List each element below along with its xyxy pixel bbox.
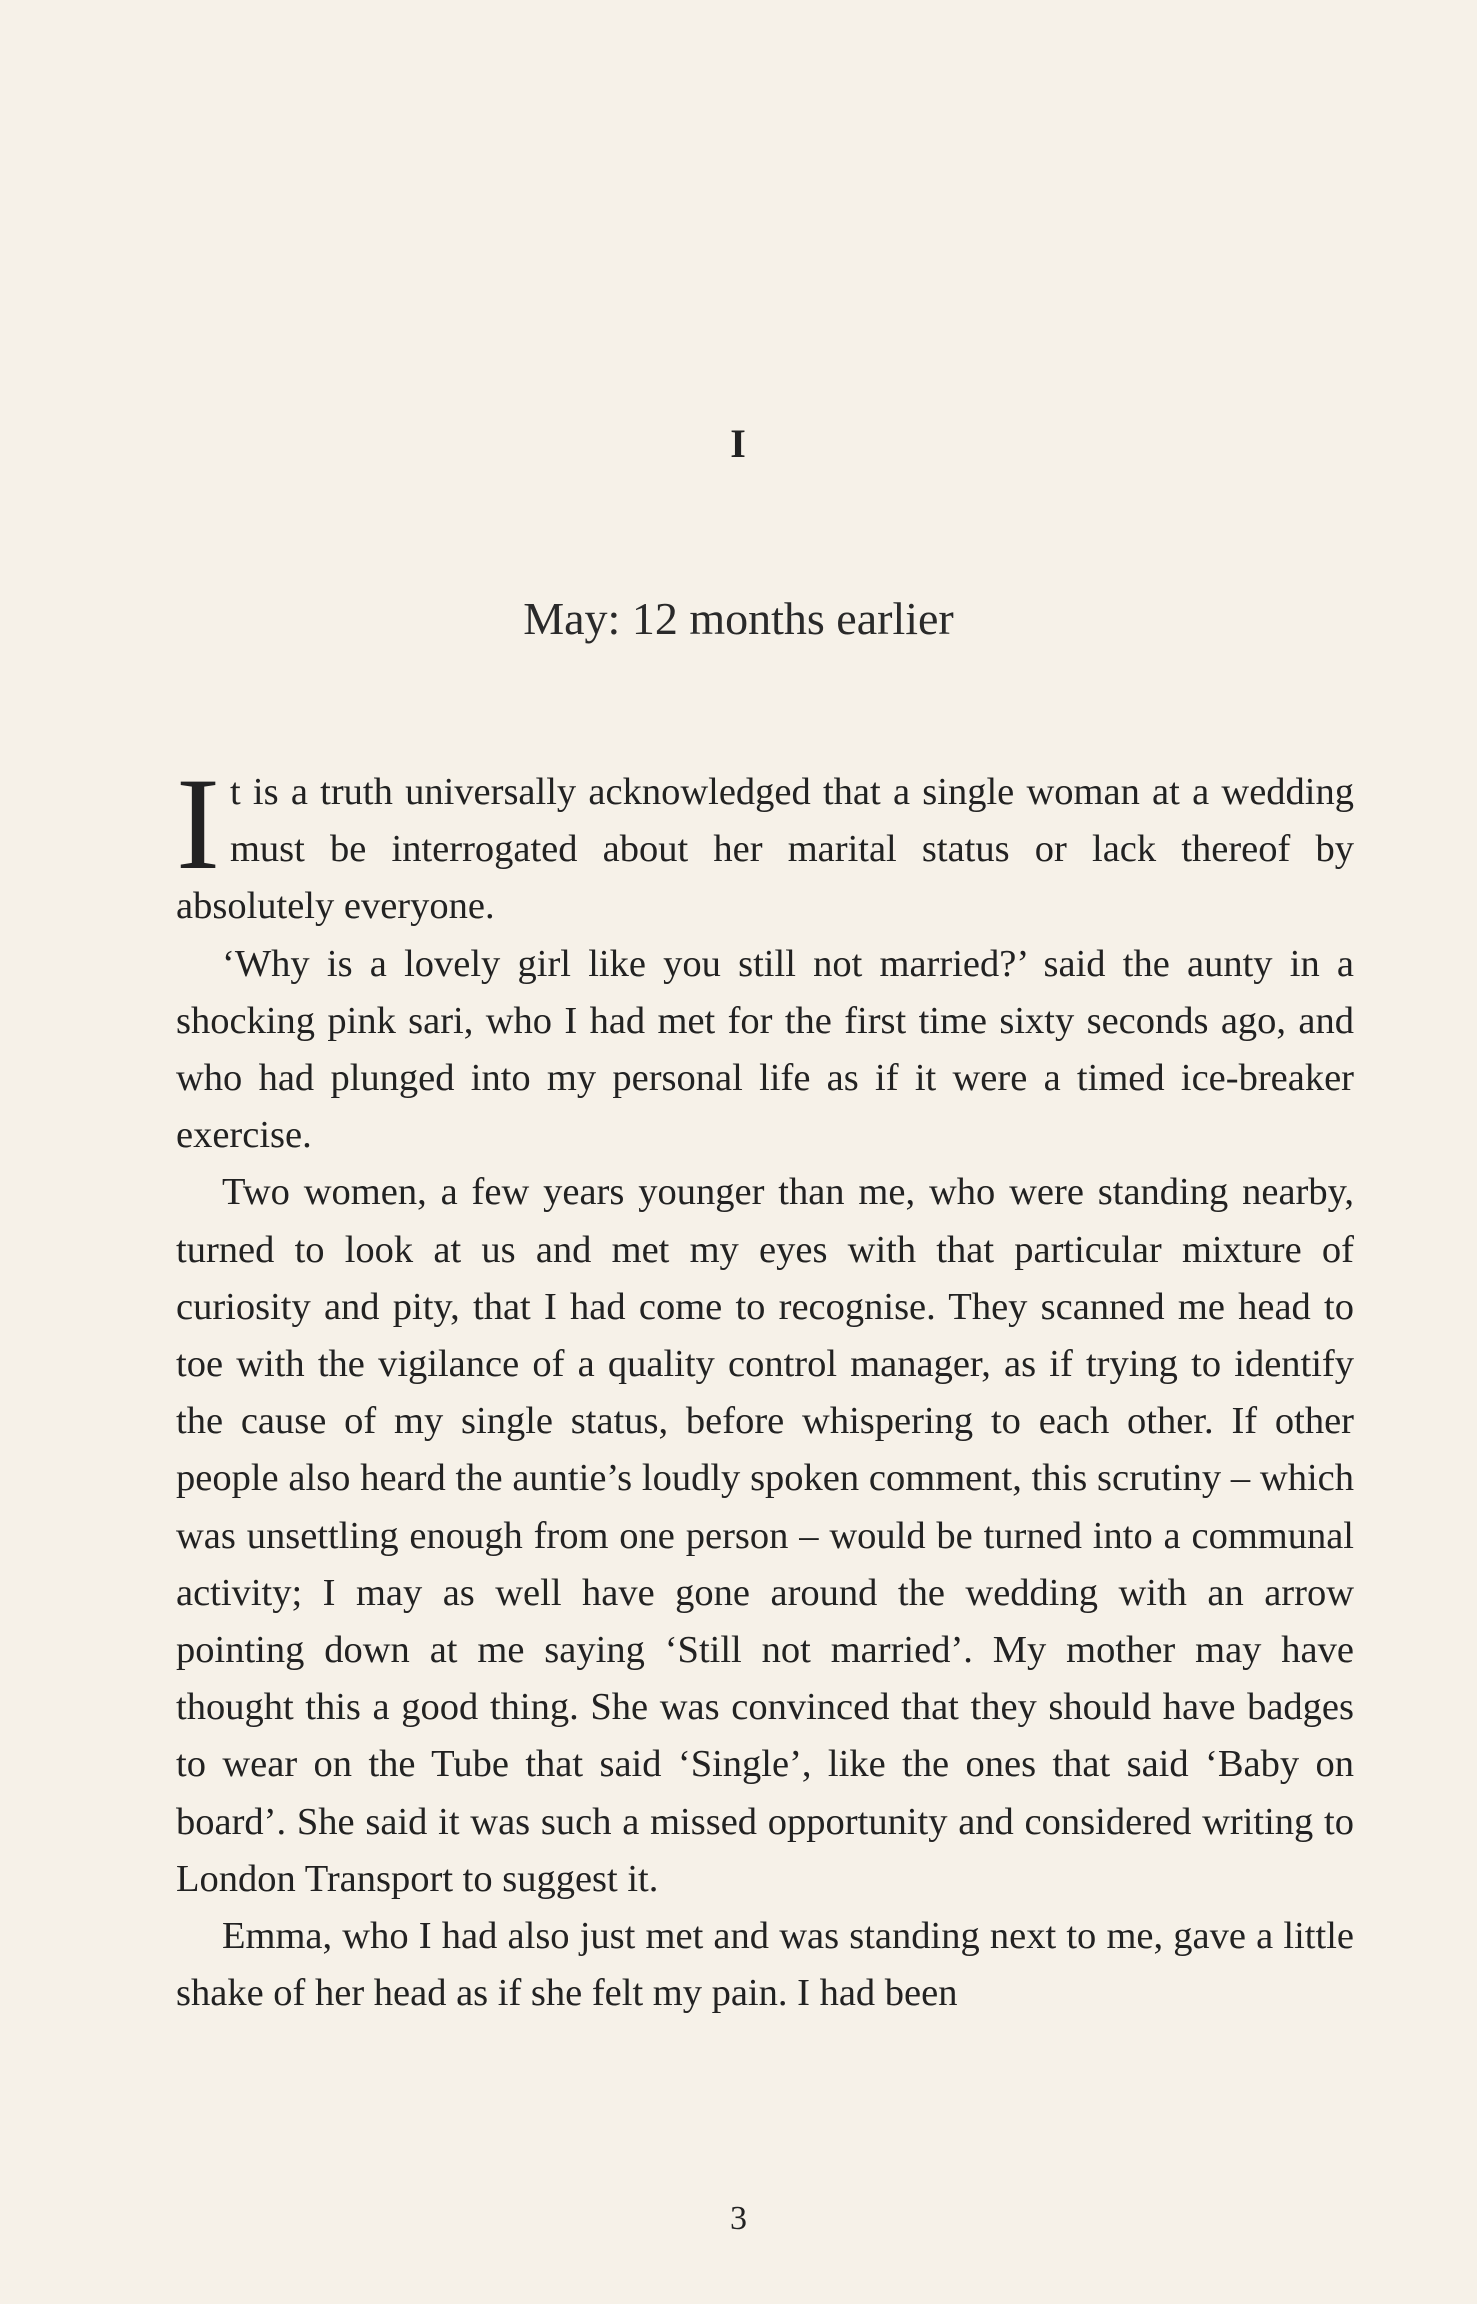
paragraph-2: ‘Why is a lovely girl like you still not married?’ said the aunty in a shocking pink sari, who I had met for the first time sixty seconds ago, and who had plunged into my personal life as if it were a timed ice-breaker exercise.	[176, 942, 1354, 1157]
paragraph-4: Emma, who I had also just met and was standing next to me, gave a little shake of her head as if she felt my pain. I had been	[176, 1915, 1354, 2015]
chapter-body	[176, 750, 1354, 2022]
chapter-number: I	[730, 421, 747, 466]
page-number: 3	[730, 2200, 747, 2237]
chapter-title: May: 12 months earlier	[523, 593, 954, 644]
paragraph-1-text: t is a truth universally acknowledged that a single woman at a wedding must be interrogated about her marital status or lack thereof by absolutely everyone.	[176, 771, 1354, 928]
paragraph-1	[176, 750, 1354, 936]
drop-cap: I	[176, 750, 220, 897]
paragraph-3: Two women, a few years younger than me, who were standing nearby, turned to look at us and met my eyes with that particular mixture of curiosity and pity, that I had come to recognise. They scanned me head to toe with the vigilance of a quality control manager, as if trying to identify the cause of my single status, before whispering to each other. If other people also heard the auntie’s loudly spoken comment, this scrutiny – which was unsettling enough from one person – would be turned into a communal activity; I may as well have gone around the wedding with an arrow pointing down at me saying ‘Still not married’. My mother may have thought this a good thing. She was convinced that they should have badges to wear on the Tube that said ‘Single’, like the ones that said ‘Baby on board’. She said it was such a missed opportunity and considered writing to London Transport to suggest it.	[176, 1171, 1354, 1900]
